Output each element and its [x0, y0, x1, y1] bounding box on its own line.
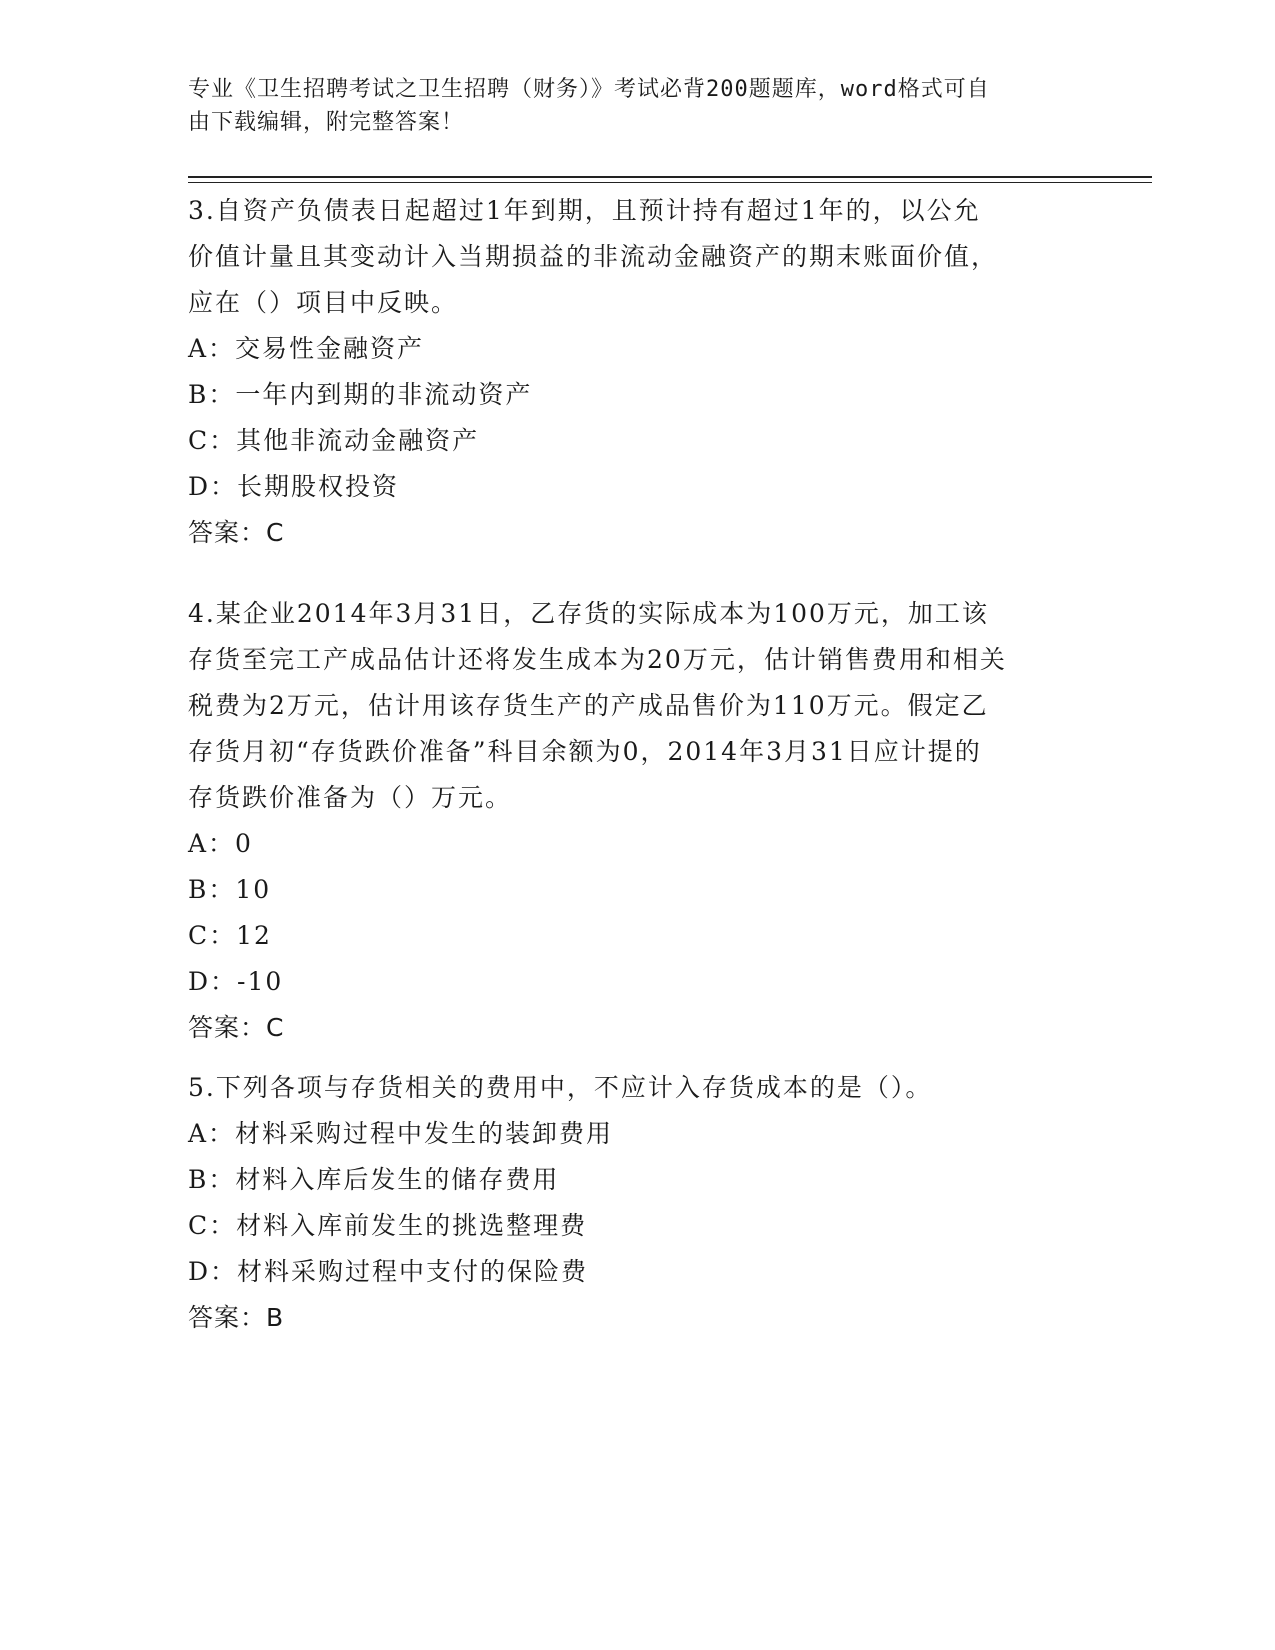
question-5-stem-line-1: 5.下列各项与存货相关的费用中，不应计入存货成本的是（）。: [188, 1073, 933, 1102]
question-5-option-d: D：材料采购过程中支付的保险费: [188, 1257, 589, 1286]
question-4-stem-line-4: 存货月初“存货跌价准备”科目余额为0，2014年3月31日应计提的: [188, 737, 982, 766]
question-5-option-a: A：材料采购过程中发生的装卸费用: [188, 1119, 614, 1148]
question-4-option-d: D：-10: [188, 967, 284, 996]
question-4-stem-line-2: 存货至完工产成品估计还将发生成本为20万元，估计销售费用和相关: [188, 645, 1007, 674]
question-3-stem-line-2: 价值计量且其变动计入当期损益的非流动金融资产的期末账面价值，: [188, 242, 999, 271]
question-4-option-c: C：12: [188, 921, 272, 950]
question-3-option-a: A：交易性金融资产: [188, 334, 425, 363]
question-3-stem-line-1: 3.自资产负债表日起超过1年到期，且预计持有超过1年的，以公允: [188, 196, 981, 225]
question-3: [188, 188, 998, 556]
question-4-stem-line-1: 4.某企业2014年3月31日，乙存货的实际成本为100万元，加工该: [188, 599, 989, 628]
header-title-line-2: 由下载编辑，附完整答案！: [188, 110, 465, 135]
question-4-option-a: A：0: [188, 829, 253, 858]
document-header: [188, 73, 1068, 139]
question-3-stem-line-3: 应在（）项目中反映。: [188, 288, 459, 317]
header-title-line-1: 专业《卫生招聘考试之卫生招聘（财务）》考试必背200题题库，word格式可自: [188, 77, 990, 102]
question-5: [188, 1065, 932, 1341]
question-4-stem-line-5: 存货跌价准备为（）万元。: [188, 783, 513, 812]
question-3-option-b: B：一年内到期的非流动资产: [188, 380, 533, 409]
question-5-option-b: B：材料入库后发生的储存费用: [188, 1165, 560, 1194]
question-4-stem-line-3: 税费为2万元，估计用该存货生产的产成品售价为110万元。假定乙: [188, 691, 989, 720]
question-3-option-c: C：其他非流动金融资产: [188, 426, 480, 455]
question-5-answer: 答案：B: [188, 1303, 285, 1332]
question-3-answer: 答案：C: [188, 518, 285, 547]
question-4-answer: 答案：C: [188, 1013, 285, 1042]
header-divider-thin: [188, 182, 1152, 183]
question-4-option-b: B：10: [188, 875, 272, 904]
header-divider-thick: [188, 176, 1152, 178]
question-5-option-c: C：材料入库前发生的挑选整理费: [188, 1211, 588, 1240]
question-3-option-d: D：长期股权投资: [188, 472, 400, 501]
question-4: [188, 591, 1007, 1051]
